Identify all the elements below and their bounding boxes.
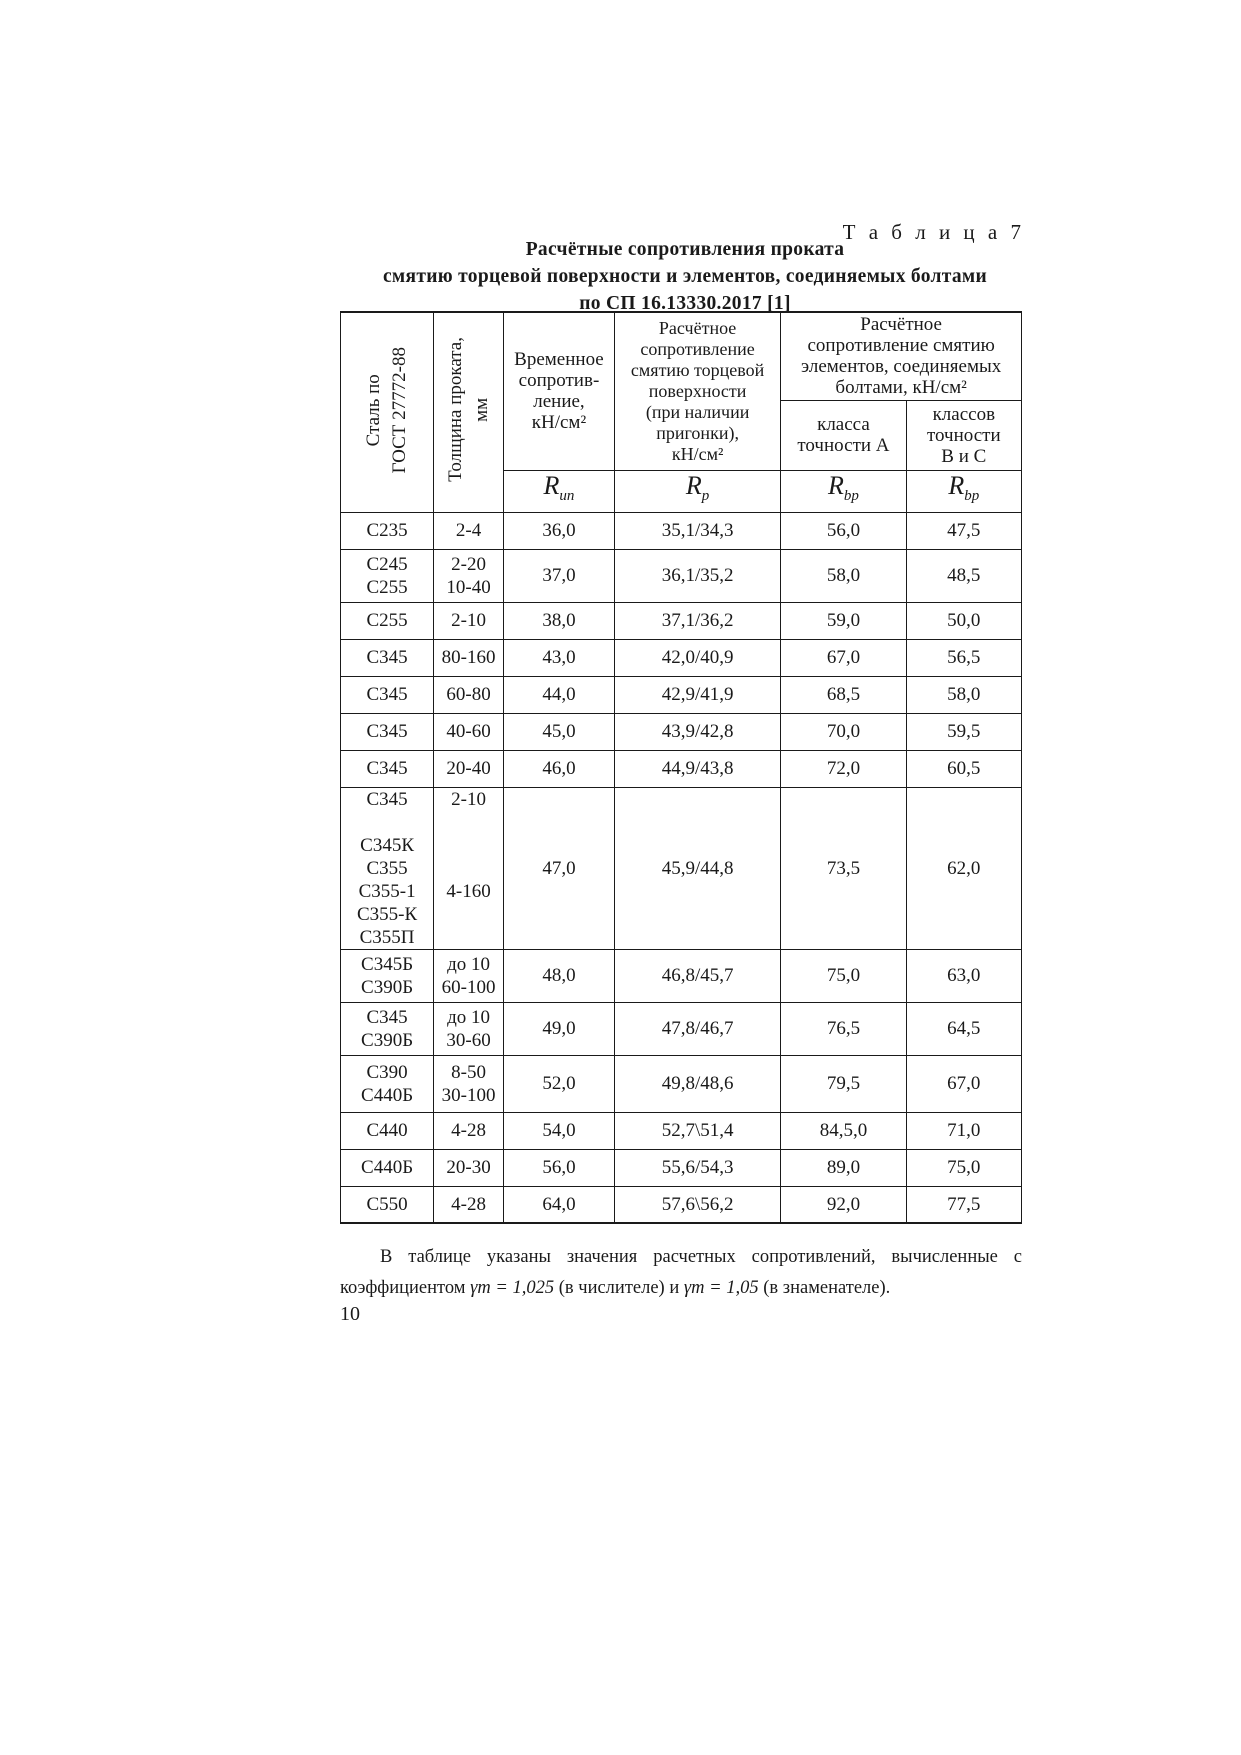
cell-steel-line: С440Б	[361, 1157, 414, 1178]
cell-r-bp-bc: 50,0	[906, 602, 1021, 639]
cell-steel-line	[341, 811, 433, 834]
cell-r-p: 55,6/54,3	[614, 1149, 780, 1186]
cell-thickness	[434, 676, 504, 713]
cell-steel	[341, 512, 434, 549]
note-text-2: (в числителе) и	[554, 1278, 684, 1298]
cell-steel-line: С355-1	[358, 880, 416, 902]
cell-thickness	[434, 512, 504, 549]
cell-steel-line: С345Б	[361, 953, 414, 975]
cell-thickness-line	[434, 857, 503, 880]
header-class-a: класса точности А	[781, 400, 906, 470]
cell-steel	[341, 1002, 434, 1055]
cell-thickness	[434, 1186, 504, 1223]
table-title-line-2: смятию торцевой поверхности и элементов, соединяемых болтами	[382, 266, 988, 287]
cell-thickness	[434, 549, 504, 602]
table-row	[341, 549, 1022, 602]
cell-r-un: 37,0	[504, 549, 615, 602]
cell-steel-line: С355	[366, 857, 408, 879]
cell-steel	[341, 1186, 434, 1223]
cell-thickness-line: 2-20	[451, 553, 486, 575]
cell-thickness-line	[434, 834, 503, 857]
cell-steel-line: С390	[366, 1061, 408, 1083]
cell-thickness-line: 2-4	[455, 520, 482, 541]
cell-r-bp-a: 76,5	[781, 1002, 906, 1055]
cell-r-un: 52,0	[504, 1055, 615, 1112]
cell-thickness-line: 4-28	[451, 1120, 486, 1141]
cell-thickness-line: 4-160	[446, 880, 491, 902]
cell-thickness-line: до 10	[447, 953, 491, 975]
table-label: Т а б л и ц а 7	[842, 220, 1025, 244]
note-text-1: В таблице указаны значения расчетных сопротивлений, вычисленные с коэффициентом	[340, 1247, 1022, 1298]
cell-r-bp-bc: 59,5	[906, 713, 1021, 750]
cell-r-p: 35,1/34,3	[614, 512, 780, 549]
cell-r-bp-bc: 47,5	[906, 512, 1021, 549]
cell-r-p: 47,8/46,7	[614, 1002, 780, 1055]
table-body	[341, 512, 1022, 1223]
cell-thickness-line: до 10	[447, 1006, 491, 1028]
cell-steel	[341, 949, 434, 1002]
cell-thickness-line: 20-30	[446, 1157, 491, 1178]
cell-r-bp-a: 72,0	[781, 750, 906, 787]
cell-r-bp-a: 58,0	[781, 549, 906, 602]
cell-r-p: 37,1/36,2	[614, 602, 780, 639]
cell-r-bp-bc: 77,5	[906, 1186, 1021, 1223]
cell-thickness	[434, 1112, 504, 1149]
cell-r-bp-a: 67,0	[781, 639, 906, 676]
table-row	[341, 1112, 1022, 1149]
cell-thickness-line	[434, 926, 503, 949]
header-class-bc: классов точности В и С	[906, 400, 1021, 470]
cell-r-p: 42,9/41,9	[614, 676, 780, 713]
cell-r-bp-bc: 56,5	[906, 639, 1021, 676]
cell-r-p: 36,1/35,2	[614, 549, 780, 602]
gamma-denominator: γm = 1,05	[683, 1278, 759, 1298]
cell-r-bp-a: 75,0	[781, 949, 906, 1002]
cell-steel-line: С440	[366, 1120, 408, 1141]
table-row	[341, 1055, 1022, 1112]
cell-thickness-line: 30-100	[441, 1084, 496, 1106]
cell-thickness	[434, 949, 504, 1002]
cell-steel-line: С345	[366, 721, 408, 742]
cell-steel	[341, 787, 434, 949]
cell-r-un: 47,0	[504, 787, 615, 949]
gamma-numerator: γm = 1,025	[470, 1278, 555, 1298]
table-title-line-1: Расчётные сопротивления проката	[525, 239, 845, 260]
cell-thickness-line: 20-40	[446, 758, 491, 779]
cell-steel-line: С355П	[359, 926, 415, 948]
cell-r-un: 36,0	[504, 512, 615, 549]
cell-r-bp-a: 59,0	[781, 602, 906, 639]
table-row	[341, 676, 1022, 713]
cell-thickness	[434, 1055, 504, 1112]
header-thickness: Толщина проката, мм	[434, 312, 504, 512]
cell-thickness-line: 30-60	[446, 1029, 491, 1051]
cell-r-un: 48,0	[504, 949, 615, 1002]
cell-r-p: 49,8/48,6	[614, 1055, 780, 1112]
table-row	[341, 1002, 1022, 1055]
table-row	[341, 713, 1022, 750]
cell-steel	[341, 1055, 434, 1112]
cell-r-un: 45,0	[504, 713, 615, 750]
table-title-line-3: по СП 16.13330.2017 [1]	[579, 293, 791, 314]
table-row	[341, 750, 1022, 787]
cell-thickness-line: 2-10	[451, 610, 486, 631]
cell-thickness-line	[434, 811, 503, 834]
header-end-surface: Расчётное сопротивление смятию торцевой поверхности (при наличии пригонки), кН/см²	[614, 312, 780, 470]
cell-steel	[341, 1112, 434, 1149]
cell-r-bp-bc: 60,5	[906, 750, 1021, 787]
cell-r-un: 46,0	[504, 750, 615, 787]
cell-thickness-line: 60-100	[441, 976, 496, 998]
cell-steel-line: С255	[366, 610, 408, 631]
cell-steel-line: С390Б	[361, 1029, 414, 1051]
cell-steel	[341, 713, 434, 750]
cell-r-p: 42,0/40,9	[614, 639, 780, 676]
cell-thickness	[434, 1149, 504, 1186]
symbol-r-un: $R_{un}$	[504, 470, 615, 512]
cell-r-bp-bc: 75,0	[906, 1149, 1021, 1186]
cell-thickness	[434, 639, 504, 676]
cell-r-bp-a: 68,5	[781, 676, 906, 713]
cell-r-bp-bc: 64,5	[906, 1002, 1021, 1055]
cell-r-bp-a: 73,5	[781, 787, 906, 949]
cell-r-bp-a: 70,0	[781, 713, 906, 750]
cell-r-bp-bc: 67,0	[906, 1055, 1021, 1112]
cell-r-bp-a: 84,5,0	[781, 1112, 906, 1149]
table-title	[340, 236, 1030, 317]
symbol-r-p: $R_p$	[614, 470, 780, 512]
cell-r-p: 45,9/44,8	[614, 787, 780, 949]
cell-thickness-line: 2-10	[451, 788, 486, 810]
cell-steel-line: С390Б	[361, 976, 414, 998]
table-row	[341, 512, 1022, 549]
cell-steel-line: С345	[366, 788, 408, 810]
cell-r-un: 44,0	[504, 676, 615, 713]
cell-thickness	[434, 1002, 504, 1055]
header-bolted: Расчётное сопротивление смятию элементов, соединяемых болтами, кН/см²	[781, 312, 1022, 400]
table-row	[341, 639, 1022, 676]
cell-thickness-line: 8-50	[451, 1061, 486, 1083]
cell-steel-line: С345К	[360, 834, 414, 856]
cell-r-bp-a: 56,0	[781, 512, 906, 549]
cell-steel-line: С245	[366, 553, 408, 575]
header-steel: Сталь по ГОСТ 27772-88	[341, 312, 434, 512]
cell-r-bp-bc: 62,0	[906, 787, 1021, 949]
symbol-r-bp-a: $R_{bp}$	[781, 470, 906, 512]
cell-steel	[341, 549, 434, 602]
cell-thickness-line	[434, 903, 503, 926]
header-temp-resistance: Временное сопротив- ление, кН/см²	[504, 312, 615, 470]
table-row	[341, 949, 1022, 1002]
cell-r-bp-bc: 48,5	[906, 549, 1021, 602]
table-row	[341, 1186, 1022, 1223]
cell-thickness-line: 10-40	[446, 576, 491, 598]
cell-r-un: 56,0	[504, 1149, 615, 1186]
resistance-table	[340, 311, 1022, 1224]
table-row	[341, 602, 1022, 639]
cell-r-bp-a: 92,0	[781, 1186, 906, 1223]
cell-r-p: 46,8/45,7	[614, 949, 780, 1002]
cell-steel-line: С345	[366, 647, 408, 668]
cell-r-un: 43,0	[504, 639, 615, 676]
cell-steel-line: С355-К	[356, 903, 418, 925]
cell-steel-line: С345	[366, 1006, 408, 1028]
cell-steel-line: С235	[366, 520, 408, 541]
cell-steel	[341, 1149, 434, 1186]
symbol-r-bp-bc: $R_{bp}$	[906, 470, 1021, 512]
table-row	[341, 1149, 1022, 1186]
cell-steel-line: С345	[366, 758, 408, 779]
cell-r-bp-a: 79,5	[781, 1055, 906, 1112]
cell-r-p: 57,6\56,2	[614, 1186, 780, 1223]
cell-r-un: 49,0	[504, 1002, 615, 1055]
cell-steel	[341, 750, 434, 787]
cell-steel	[341, 676, 434, 713]
cell-steel	[341, 602, 434, 639]
cell-thickness	[434, 750, 504, 787]
cell-r-p: 44,9/43,8	[614, 750, 780, 787]
cell-r-p: 52,7\51,4	[614, 1112, 780, 1149]
cell-steel-line: С345	[366, 684, 408, 705]
cell-steel-line: С440Б	[361, 1084, 414, 1106]
page-number: 10	[340, 1303, 360, 1325]
cell-thickness	[434, 713, 504, 750]
cell-thickness-line: 40-60	[446, 721, 491, 742]
cell-steel-line: С550	[366, 1193, 408, 1215]
cell-steel-line: С255	[366, 576, 408, 598]
cell-r-p: 43,9/42,8	[614, 713, 780, 750]
cell-thickness-line: 80-160	[441, 647, 496, 668]
cell-thickness	[434, 602, 504, 639]
cell-r-bp-bc: 71,0	[906, 1112, 1021, 1149]
table-row	[341, 787, 1022, 949]
cell-thickness-line: 60-80	[446, 684, 491, 705]
cell-steel	[341, 639, 434, 676]
cell-r-un: 54,0	[504, 1112, 615, 1149]
cell-thickness-line: 4-28	[451, 1193, 486, 1215]
cell-thickness	[434, 787, 504, 949]
cell-r-bp-bc: 63,0	[906, 949, 1021, 1002]
cell-r-un: 64,0	[504, 1186, 615, 1223]
cell-r-bp-bc: 58,0	[906, 676, 1021, 713]
cell-r-un: 38,0	[504, 602, 615, 639]
note-text-3: (в знаменателе).	[758, 1278, 891, 1298]
table-note	[340, 1242, 1022, 1304]
cell-r-bp-a: 89,0	[781, 1149, 906, 1186]
